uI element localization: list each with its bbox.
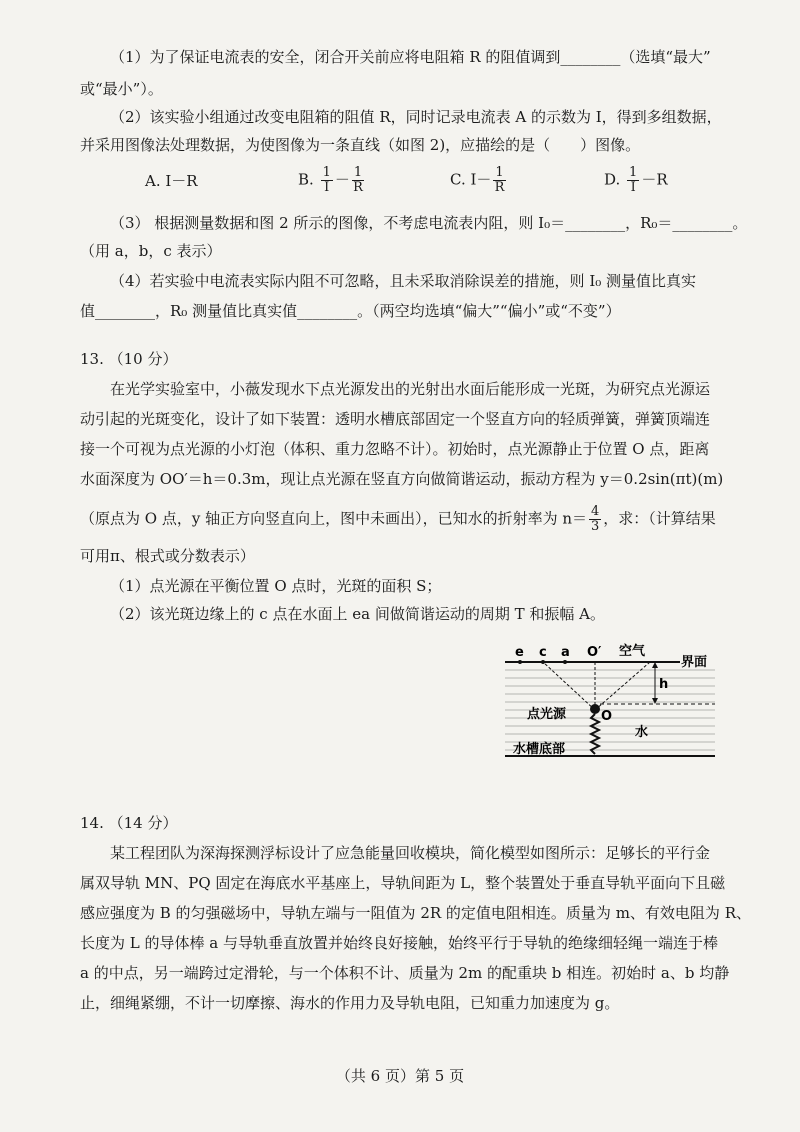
- q14-line4: 长度为 L 的导体棒 a 与导轨垂直放置并始终良好接触，始终平行于导轨的绝缘细轻绳一端连于棒: [80, 934, 718, 952]
- q13-line5: [80, 505, 730, 534]
- water-tank-diagram: [505, 640, 715, 770]
- label-light-source: 点光源: [527, 707, 567, 722]
- frac-numerator: 1: [495, 165, 504, 180]
- q13-heading: 13. （10 分）: [80, 350, 178, 368]
- option-a: A. I－R: [145, 172, 198, 190]
- option-d-suffix: －R: [641, 170, 668, 189]
- option-b-frac2: [352, 166, 364, 195]
- q13-sub2: （2）该光斑边缘上的 c 点在水面上 ea 间做简谐运动的周期 T 和振幅 A。: [110, 605, 605, 623]
- q12-part2-cont: 并采用图像法处理数据，为使图像为一条直线（如图 2)，应描绘的是（ ）图像。: [80, 136, 641, 154]
- q14-line3: 感应强度为 B 的匀强磁场中，导轨左端与一阻值为 2R 的定值电阻相连。质量为 m、有效电阻为 R、: [80, 904, 751, 922]
- label-tank-bottom: 水槽底部: [513, 742, 566, 757]
- q12-part4: （4）若实验中电流表实际内阻不可忽略，且未采取消除误差的措施，则 I₀ 测量值比真实: [110, 272, 697, 290]
- frac-numerator: 4: [591, 504, 600, 519]
- option-b: B. $\frac{1}{I}$ － $\frac{1}{R}$: [298, 165, 363, 195]
- label-interface: 界面: [681, 655, 708, 670]
- frac-denominator: R: [353, 180, 363, 195]
- frac-numerator: 1: [353, 165, 363, 180]
- point-c-dot: [541, 660, 545, 664]
- option-b-prefix: B.: [298, 170, 314, 189]
- q12-part2: （2）该实验小组通过改变电阻箱的阻值 R，同时记录电流表 A 的示数为 I，得到多组数据，: [110, 108, 722, 126]
- option-c-prefix: C. I－: [450, 170, 492, 189]
- label-air: 空气: [619, 644, 646, 659]
- option-c-frac: [493, 166, 505, 195]
- label-c: c: [539, 645, 547, 660]
- point-light-source: [590, 704, 600, 714]
- q13-sub1: （1）点光源在平衡位置 O 点时，光斑的面积 S；: [110, 577, 442, 595]
- label-e: e: [515, 645, 524, 660]
- label-h: h: [659, 677, 669, 692]
- label-o: O: [601, 709, 613, 724]
- option-c: [450, 166, 508, 195]
- q13-line3: 接一个可视为点光源的小灯泡（体积、重力忽略不计）。初始时，点光源静止于位置 O 点，距离: [80, 440, 710, 458]
- option-d-prefix: D.: [604, 170, 621, 189]
- q12-part3: （3） 根据测量数据和图 2 所示的图像，不考虑电流表内阻，则 I₀＝________，R₀＝________。: [110, 214, 748, 232]
- point-a-dot: [563, 660, 567, 664]
- frac-numerator: 1: [629, 165, 638, 180]
- q14-line5: a 的中点，另一端跨过定滑轮，与一个体积不计、质量为 2m 的配重块 b 相连。初始时 a、b 均静: [80, 964, 730, 982]
- q13-line5-a: （原点为 O 点，y 轴正方向竖直向上，图中未画出），已知水的折射率为 n＝: [80, 509, 588, 528]
- frac-denominator: I: [324, 180, 330, 195]
- option-b-frac1: [321, 166, 333, 195]
- label-a: a: [561, 645, 570, 660]
- frac-denominator: 3: [591, 519, 600, 534]
- label-water: 水: [635, 725, 649, 740]
- q13-line2: 动引起的光斑变化，设计了如下装置：透明水槽底部固定一个竖直方向的轻质弹簧，弹簧顶端连: [80, 410, 711, 428]
- q14-line6: 止，细绳紧绷，不计一切摩擦、海水的作用力及导轨电阻，已知重力加速度为 g。: [80, 994, 620, 1012]
- q13-line1: 在光学实验室中，小薇发现水下点光源发出的光射出水面后能形成一光斑，为研究点光源运: [110, 380, 711, 398]
- frac-numerator: 1: [322, 165, 331, 180]
- label-o-prime: O′: [587, 645, 602, 660]
- frac-denominator: I: [630, 180, 636, 195]
- q13-line5-b: ，求：（计算结果: [603, 509, 716, 528]
- q12-part1: （1）为了保证电流表的安全，闭合开关前应将电阻箱 R 的阻值调到________（选填“最大”: [110, 48, 711, 66]
- q14-line2: 属双导轨 MN、PQ 固定在海底水平基座上，导轨间距为 L，整个装置处于垂直导轨平面向下且磁: [80, 874, 726, 892]
- q12-part1-cont: 或“最小”）。: [80, 80, 163, 98]
- refractive-index-frac: [589, 505, 601, 534]
- option-d-frac: [627, 166, 639, 195]
- option-d: [604, 166, 668, 195]
- q14-heading: 14. （14 分）: [80, 814, 178, 832]
- q14-line1: 某工程团队为深海探测浮标设计了应急能量回收模块，简化模型如图所示：足够长的平行金: [110, 844, 711, 862]
- point-e-dot: [518, 660, 522, 664]
- q12-part4-cont: 值________，R₀ 测量值比真实值________。（两空均选填“偏大”“偏小”或“不变”）: [80, 302, 621, 320]
- q13-line4: 水面深度为 OO′＝h＝0.3m，现让点光源在竖直方向做简谐运动，振动方程为 y＝0.2sin(πt)(m): [80, 470, 724, 488]
- frac-denominator: R: [494, 180, 505, 195]
- page-footer: （共 6 页）第 5 页: [335, 1067, 465, 1085]
- q12-part3-cont: （用 a，b，c 表示）: [80, 242, 222, 260]
- depth-arrow-head-bottom: [652, 698, 658, 704]
- q13-line6: 可用π、根式或分数表示）: [80, 547, 255, 565]
